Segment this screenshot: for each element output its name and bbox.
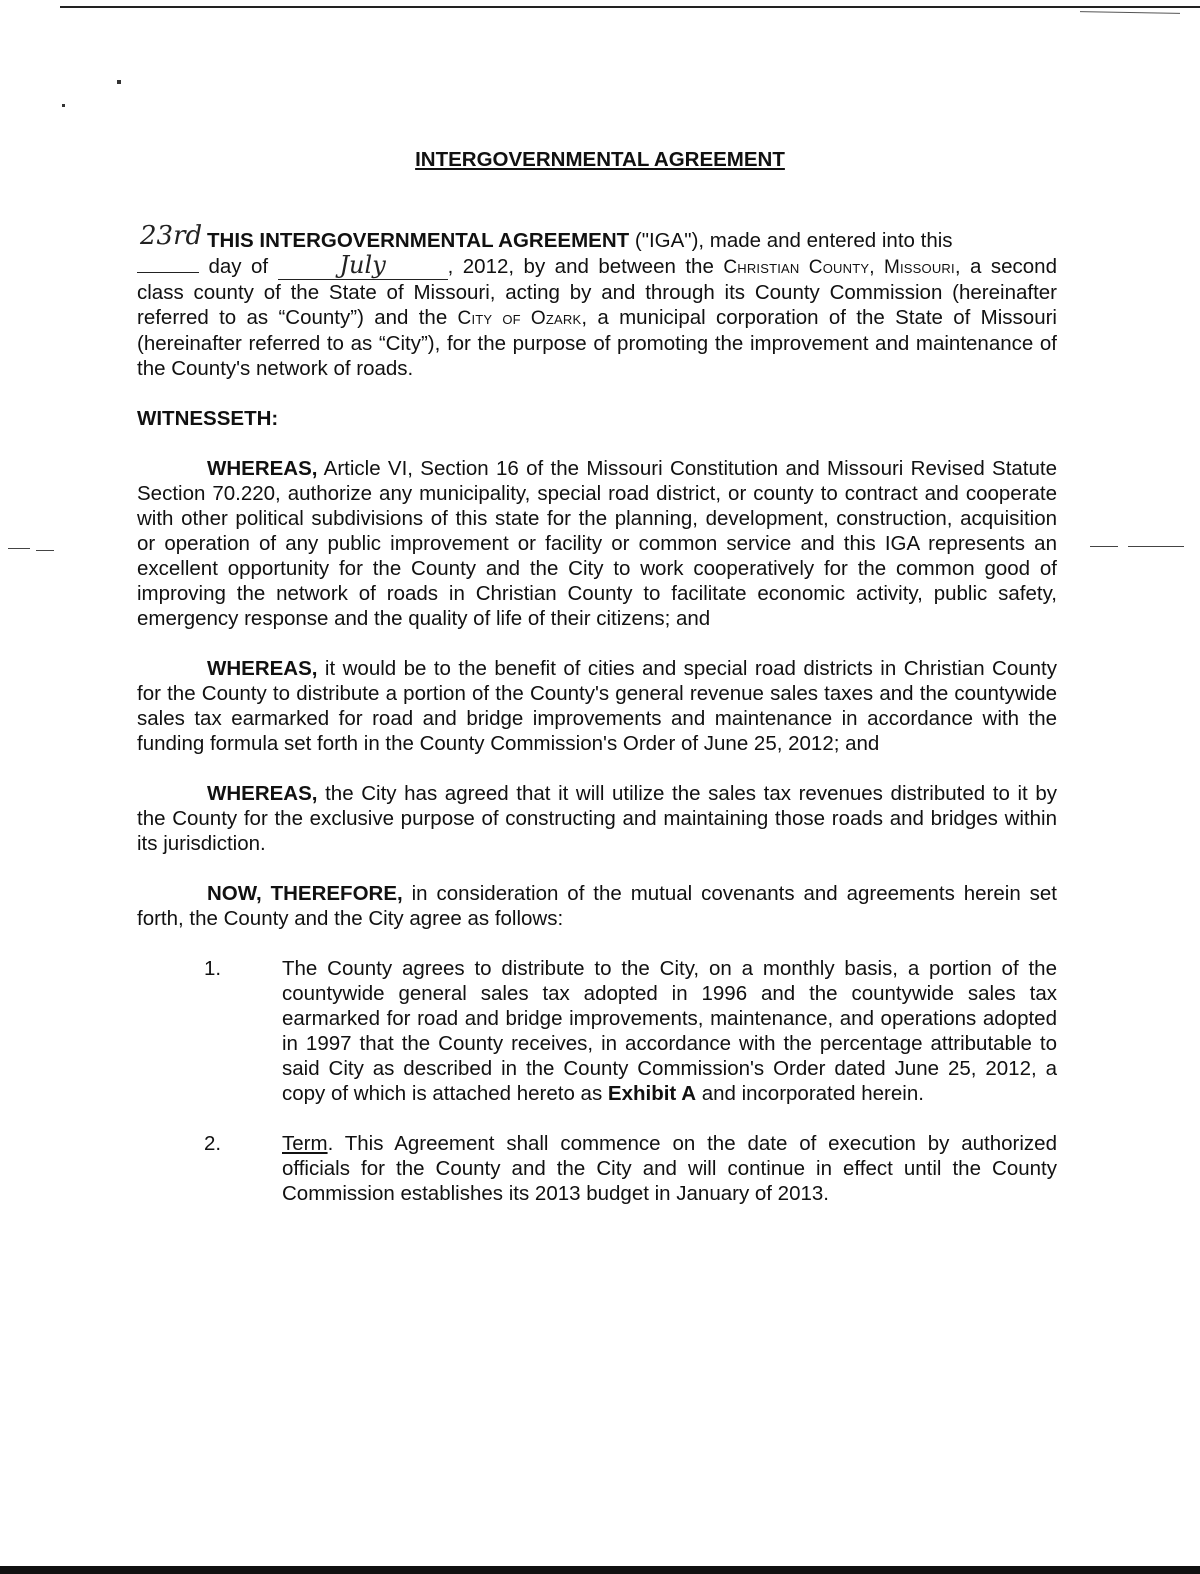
intro-text: , a municipal corporation of the State of Missouri (hereinafter referred to as “City”), for the purpose of promoting the improvement and maintenance of the County's network of roads. [137, 306, 1057, 380]
scan-speck [117, 80, 121, 84]
now-therefore-paragraph [137, 881, 1057, 931]
item-number: 2. [204, 1132, 222, 1155]
item-heading: Term [282, 1132, 328, 1155]
item-body: and incorporated herein. [696, 1082, 924, 1105]
handwritten-month: July [339, 251, 386, 279]
agreement-item-1 [137, 956, 1057, 1106]
scan-edge-top [60, 6, 1200, 8]
item-body: . This Agreement shall commence on the date of execution by authorized officials for the County and the City and will continue in effect until the County Commission establishes its 2013 budget in January of 2013. [282, 1132, 1057, 1205]
handwritten-day: 23rd [140, 221, 203, 251]
margin-mark-right [1128, 546, 1184, 547]
document-body [137, 221, 1057, 1206]
exhibit-reference: Exhibit A [607, 1082, 696, 1105]
item-body: The County agrees to distribute to the City, on a monthly basis, a portion of the countywide general sales tax adopted in 1996 and the countywide sales tax earmarked for road and bridge improvements, maintenance, and operations adopted in 1997 that the County receives, in accordance with the percentage attributable to said City as described in the County Commission's Order dated June 25, 2012, a copy of which is attached hereto as [282, 957, 1057, 1105]
whereas-lead: WHEREAS, [207, 657, 318, 680]
document-title: INTERGOVERNMENTAL AGREEMENT [415, 148, 785, 171]
agreement-item-2 [137, 1131, 1057, 1206]
party-city: City of Ozark [457, 308, 582, 329]
intro-text: , 2012, by and between the [447, 255, 724, 278]
now-therefore-lead: NOW, THEREFORE, [207, 882, 403, 905]
intro-text: , a second class county of the State of Missouri, acting by and through its County Commission (hereinafter referred to as “County”) and the [137, 255, 1057, 329]
scan-edge-bottom [0, 1566, 1200, 1574]
intro-lead: THIS INTERGOVERNMENTAL AGREEMENT [207, 229, 630, 252]
now-therefore-text: in consideration of the mutual covenants and agreements herein set forth, the County and the City agree as follows: [137, 882, 1057, 930]
scan-edge-top-right [1080, 11, 1180, 14]
whereas-paragraph-1 [137, 456, 1057, 631]
margin-mark-left [8, 548, 30, 549]
whereas-lead: WHEREAS, [207, 457, 318, 480]
whereas-paragraph-2 [137, 656, 1057, 756]
margin-mark-left [36, 550, 54, 551]
month-blank [278, 253, 448, 280]
margin-mark-right [1090, 546, 1118, 547]
intro-text: day of [199, 255, 278, 278]
whereas-text: it would be to the benefit of cities and special road districts in Christian County for the County to distribute a portion of the County's general revenue sales taxes and the countywide sales tax earmarked for road and bridge improvements and maintenance in accordance with the funding formula set forth in the County Commission's Order of June 25, 2012; and [137, 657, 1057, 755]
day-blank [137, 272, 199, 273]
item-text [282, 1131, 1057, 1206]
item-text [282, 956, 1057, 1106]
party-county: Christian County, Missouri [723, 257, 955, 278]
whereas-lead: WHEREAS, [207, 782, 318, 805]
whereas-paragraph-3 [137, 781, 1057, 856]
intro-paragraph [137, 221, 1057, 381]
intro-text: ("IGA"), made and entered into this [629, 229, 953, 252]
item-number: 1. [204, 957, 222, 980]
whereas-text: the City has agreed that it will utilize the sales tax revenues distributed to it by the County for the exclusive purpose of constructing and maintaining those roads and bridges within its jurisdiction. [137, 782, 1057, 855]
witnesseth-heading: WITNESSETH: [137, 407, 279, 430]
whereas-text: Article VI, Section 16 of the Missouri Constitution and Missouri Revised Statute Section 70.220, authorize any municipality, special road district, or county to contract and cooperate with other political subdivisions of this state for the planning, development, construction, acquisition or operation of any public improvement or facility or common service and this IGA represents an excellent opportunity for the County and the City to work cooperatively for the common good of improving the network of roads in Christian County to facilitate economic activity, public safety, emergency response and the quality of life of their citizens; and [137, 457, 1057, 630]
scan-speck [62, 104, 65, 107]
